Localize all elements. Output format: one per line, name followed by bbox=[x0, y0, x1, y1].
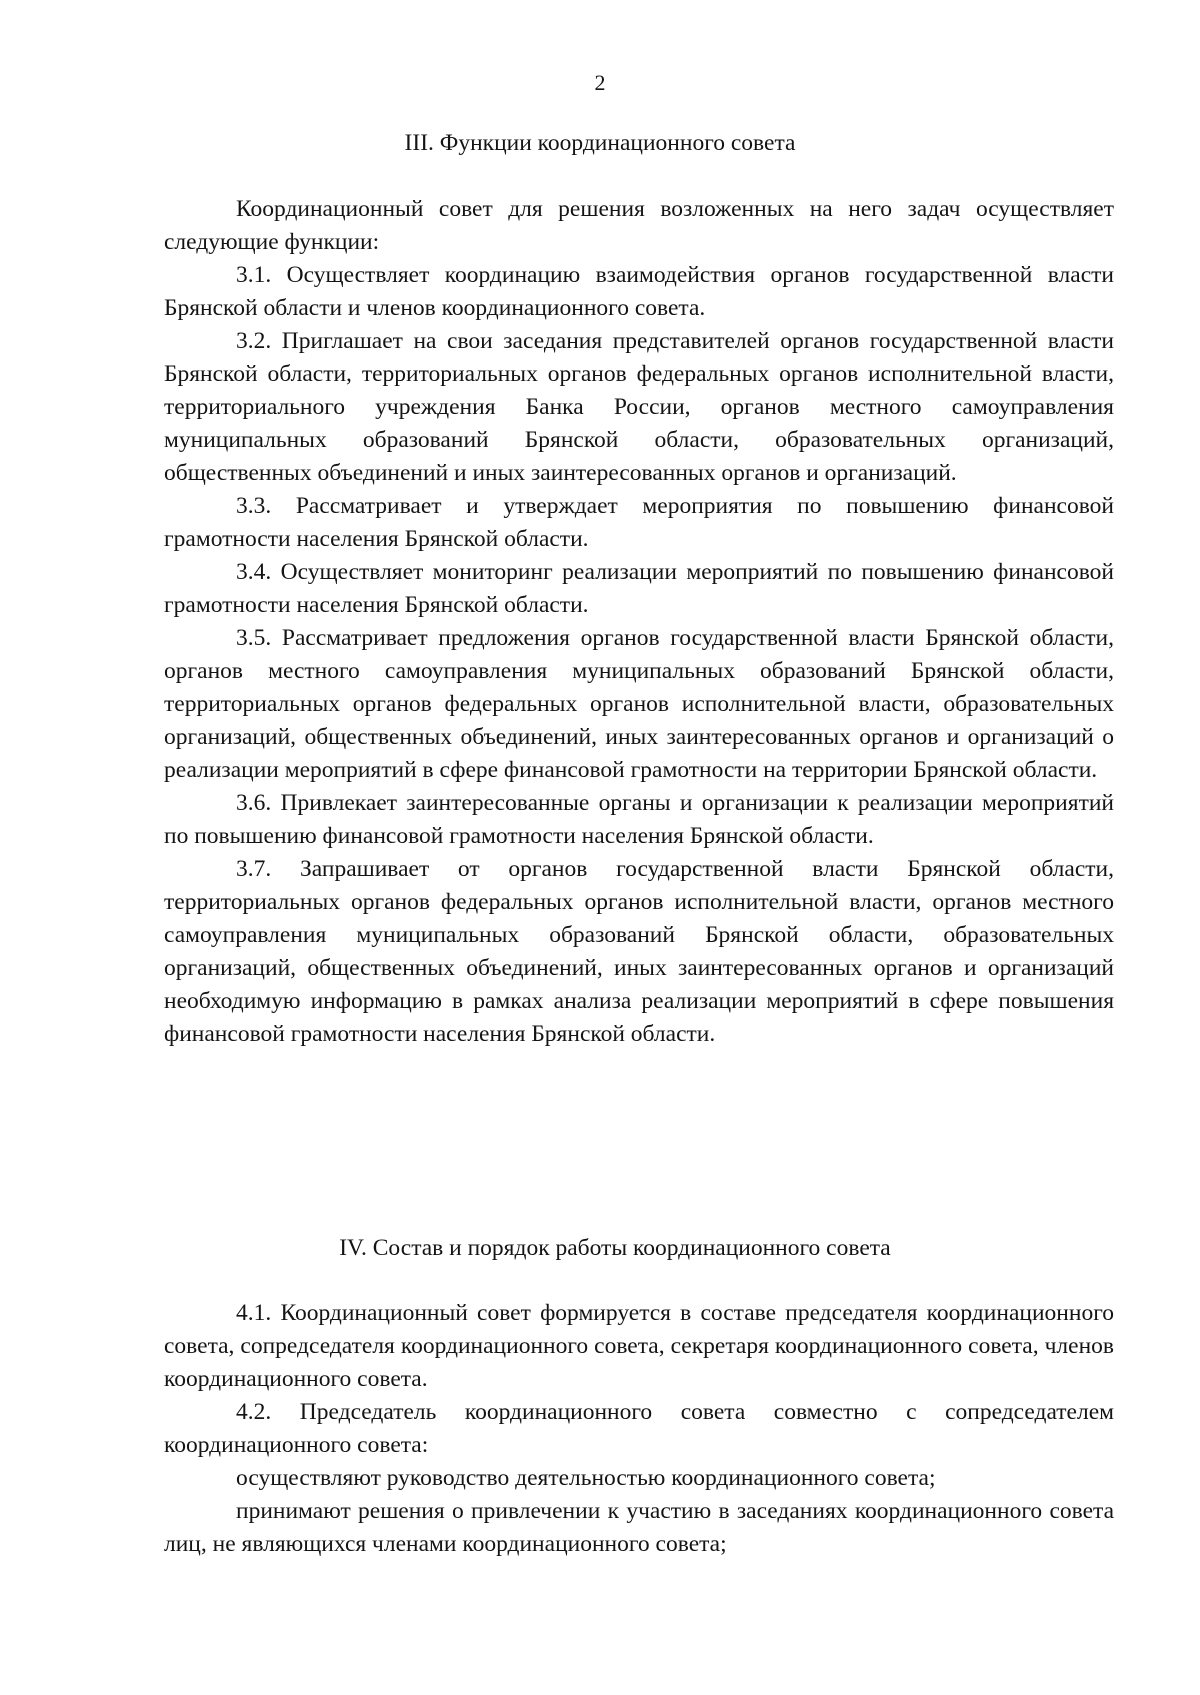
paragraph-4-2-item-1: осуществляют руководство деятельностью координационного совета; bbox=[236, 1465, 936, 1491]
paragraph-3-4: 3.4. Осуществляет мониторинг реализации мероприятий по повышению финансовой грамотности населения Брянской области. bbox=[164, 559, 1114, 618]
paragraph-3-5: 3.5. Рассматривает предложения органов государственной власти Брянской области, органов местного самоуправления муниципальных образований Брянской области, территориальных органов федеральных органов исполнительной власти, образовательных организаций, общественных объединений, иных заинтересованных органов и организаций о реализации мероприятий в сфере финансовой грамотности на территории Брянской области. bbox=[164, 625, 1114, 783]
paragraph-4-2-item-2: принимают решения о привлечении к участию в заседаниях координационного совета лиц, не являющихся членами координационного совета; bbox=[164, 1498, 1114, 1557]
paragraph-intro: Координационный совет для решения возложенных на него задач осуществляет следующие функции: bbox=[164, 196, 1114, 255]
section-4-body bbox=[164, 1297, 1114, 1561]
paragraph-3-1: 3.1. Осуществляет координацию взаимодействия органов государственной власти Брянской области и членов координационного совета. bbox=[164, 262, 1114, 321]
paragraph-3-7: 3.7. Запрашивает от органов государственной власти Брянской области, территориальных органов федеральных органов исполнительной власти, органов местного самоуправления муниципальных образований Брянской области, образовательных организаций, общественных объединений, иных заинтересованных органов и организаций необходимую информацию в рамках анализа реализации мероприятий в сфере повышения финансовой грамотности населения Брянской области. bbox=[164, 856, 1114, 1047]
section-3-heading: III. Функции координационного совета bbox=[404, 130, 796, 156]
paragraph-3-6: 3.6. Привлекает заинтересованные органы и организации к реализации мероприятий по повышению финансовой грамотности населения Брянской области. bbox=[164, 790, 1114, 849]
paragraph-3-3: 3.3. Рассматривает и утверждает мероприятия по повышению финансовой грамотности населения Брянской области. bbox=[164, 493, 1114, 552]
paragraph-4-1: 4.1. Координационный совет формируется в составе председателя координационного совета, сопредседателя координационного совета, секретаря координационного совета, членов координационного совета. bbox=[164, 1300, 1114, 1392]
paragraph-4-2: 4.2. Председатель координационного совета совместно с сопредседателем координационного совета: bbox=[164, 1399, 1114, 1458]
page-number: 2 bbox=[594, 70, 606, 95]
paragraph-3-2: 3.2. Приглашает на свои заседания представителей органов государственной власти Брянской области, территориальных органов федеральных органов исполнительной власти, территориального учреждения Банка России, органов местного самоуправления муниципальных образований Брянской области, образовательных организаций, общественных объединений и иных заинтересованных органов и организаций. bbox=[164, 328, 1114, 486]
section-3-body bbox=[164, 193, 1114, 1051]
section-4-heading: IV. Состав и порядок работы координационного совета bbox=[339, 1235, 891, 1261]
